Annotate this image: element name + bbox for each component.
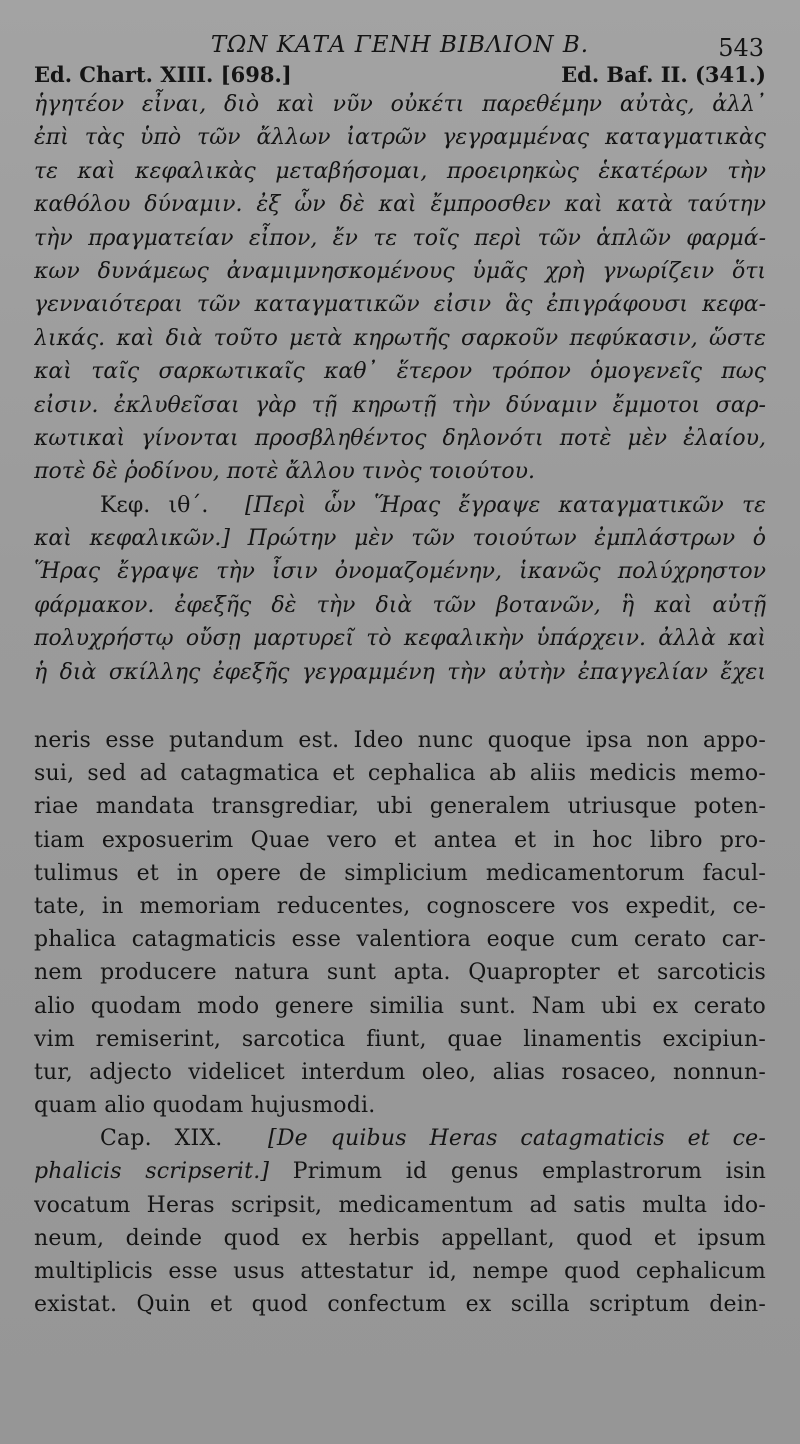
edition-basel-reference: Ed. Baf. II. (341.): [561, 62, 766, 87]
latin-line: tulimus et in opere de simplicium medicamentorum facul-: [34, 860, 766, 886]
latin-text-block: [34, 724, 766, 1321]
greek-line: πολυχρήστῳ οὔσῃ μαρτυρεῖ τὸ κεφαλικὴν ὑπάρχειν. ἀλλὰ καὶ: [34, 626, 766, 652]
latin-line: neris esse putandum est. Ideo nunc quoque ipsa non appo-: [34, 728, 766, 754]
greek-chapter-heading: [34, 489, 766, 522]
latin-chapter-text: Primum id genus emplastrorum isin: [269, 1159, 766, 1185]
latin-line: tiam exposuerim Quae vero et antea et in hoc libro pro-: [34, 827, 766, 853]
greek-chapter-label: Κεφ. ιθ΄.: [100, 492, 209, 518]
latin-chapter-heading: [34, 1122, 766, 1155]
latin-line: existat. Quin et quod confectum ex scilla scriptum dein-: [34, 1292, 766, 1318]
greek-line: καὶ κεφαλικῶν.] Πρώτην μὲν τῶν τοιούτων ἐμπλάστρων ὁ: [34, 526, 766, 552]
latin-chapter-title: [De quibus Heras catagmaticis et ce-: [268, 1126, 766, 1152]
latin-chapter-title-end: phalicis scripserit.]: [34, 1159, 270, 1185]
latin-line: tur, adjecto videlicet interdum oleo, alias rosaceo, nonnun-: [34, 1059, 766, 1085]
greek-line: καὶ ταῖς σαρκωτικαῖς καθ᾽ ἕτερον τρόπον ὁμογενεῖς πως: [34, 359, 766, 385]
latin-line: multiplicis esse usus attestatur id, nempe quod cephalicum: [34, 1259, 766, 1285]
latin-line: vim remiserint, sarcotica fiunt, quae linamentis excipiun-: [34, 1026, 766, 1052]
greek-line: λικάς. καὶ διὰ τοῦτο μετὰ κηρωτῆς σαρκοῦν πεφύκασιν, ὥστε: [34, 325, 766, 351]
latin-line: nem producere natura sunt apta. Quapropter et sarcoticis: [34, 960, 766, 986]
greek-chapter-title: [Περὶ ὧν Ἥρας ἔγραψε καταγματικῶν τε: [244, 492, 766, 518]
greek-text-block: [34, 88, 766, 689]
greek-line: ἐπὶ τὰς ὑπὸ τῶν ἄλλων ἰατρῶν γεγραμμένας καταγματικὰς: [34, 125, 766, 151]
greek-line: τὴν πραγματείαν εἶπον, ἔν τε τοῖς περὶ τῶν ἁπλῶν φαρμά-: [34, 225, 766, 251]
greek-line: φάρμακον. ἐφεξῆς δὲ τὴν διὰ τῶν βοτανῶν, ἣ καὶ αὐτῇ: [34, 592, 766, 618]
greek-line: κων δυνάμεως ἀναμιμνησκομένους ὑμᾶς χρὴ γνωρίζειν ὅτι: [34, 258, 766, 284]
greek-line: γενναιότεραι τῶν καταγματικῶν εἰσιν ἃς ἐπιγράφουσι κεφα-: [34, 292, 766, 318]
latin-line: riae mandata transgrediar, ubi generalem utriusque poten-: [34, 794, 766, 820]
latin-line: neum, deinde quod ex herbis appellant, quod et ipsum: [34, 1225, 766, 1251]
greek-line: καθόλου δύναμιν. ἐξ ὧν δὲ καὶ ἔμπροσθεν καὶ κατὰ ταύτην: [34, 192, 766, 218]
page-number: 543: [718, 34, 764, 62]
running-title: ΤΩΝ ΚΑΤΑ ΓΕΝΗ ΒΙΒΛΙΟΝ Β.: [210, 32, 590, 58]
edition-chart-reference: Ed. Chart. XIII. [698.]: [34, 62, 292, 87]
greek-line: εἰσιν. ἐκλυθεῖσαι γὰρ τῇ κηρωτῇ τὴν δύναμιν ἔμμοτοι σαρ-: [34, 392, 766, 418]
latin-line: alio quodam modo genere similia sunt. Nam ubi ex cerato: [34, 993, 766, 1019]
latin-line: phalica catagmaticis esse valentiora eoque cum cerato car-: [34, 927, 766, 953]
latin-line: sui, sed ad catagmatica et cephalica ab aliis medicis memo-: [34, 761, 766, 787]
greek-line: ποτὲ δὲ ῥοδίνου, ποτὲ ἄλλου τινὸς τοιούτου.: [34, 459, 535, 485]
greek-line: κωτικαὶ γίνονται προσβληθέντος δηλονότι ποτὲ μὲν ἐλαίου,: [34, 425, 766, 451]
greek-line: τε καὶ κεφαλικὰς μεταβήσομαι, προειρηκὼς ἑκατέρων τὴν: [34, 158, 766, 184]
latin-line: tate, in memoriam reducentes, cognoscere vos expedit, ce-: [34, 893, 766, 919]
latin-chapter-label: Cap. XIX.: [100, 1126, 223, 1152]
edition-references: [34, 62, 766, 88]
greek-line: ἡ διὰ σκίλλης ἐφεξῆς γεγραμμένη τὴν αὐτὴν ἐπαγγελίαν ἔχει: [34, 659, 766, 685]
latin-line: quam alio quodam hujusmodi.: [34, 1093, 376, 1119]
latin-chapter-heading-continued: [34, 1155, 766, 1188]
greek-line: ἡγητέον εἶναι, διὸ καὶ νῦν οὐκέτι παρεθέμην αὐτὰς, ἀλλ᾽: [34, 92, 766, 117]
greek-line: Ἥρας ἔγραψε τὴν ἶσιν ὀνομαζομένην, ἱκανῶς πολύχρηστον: [34, 559, 766, 585]
running-header: [34, 30, 766, 60]
latin-line: vocatum Heras scripsit, medicamentum ad satis multa ido-: [34, 1192, 766, 1218]
